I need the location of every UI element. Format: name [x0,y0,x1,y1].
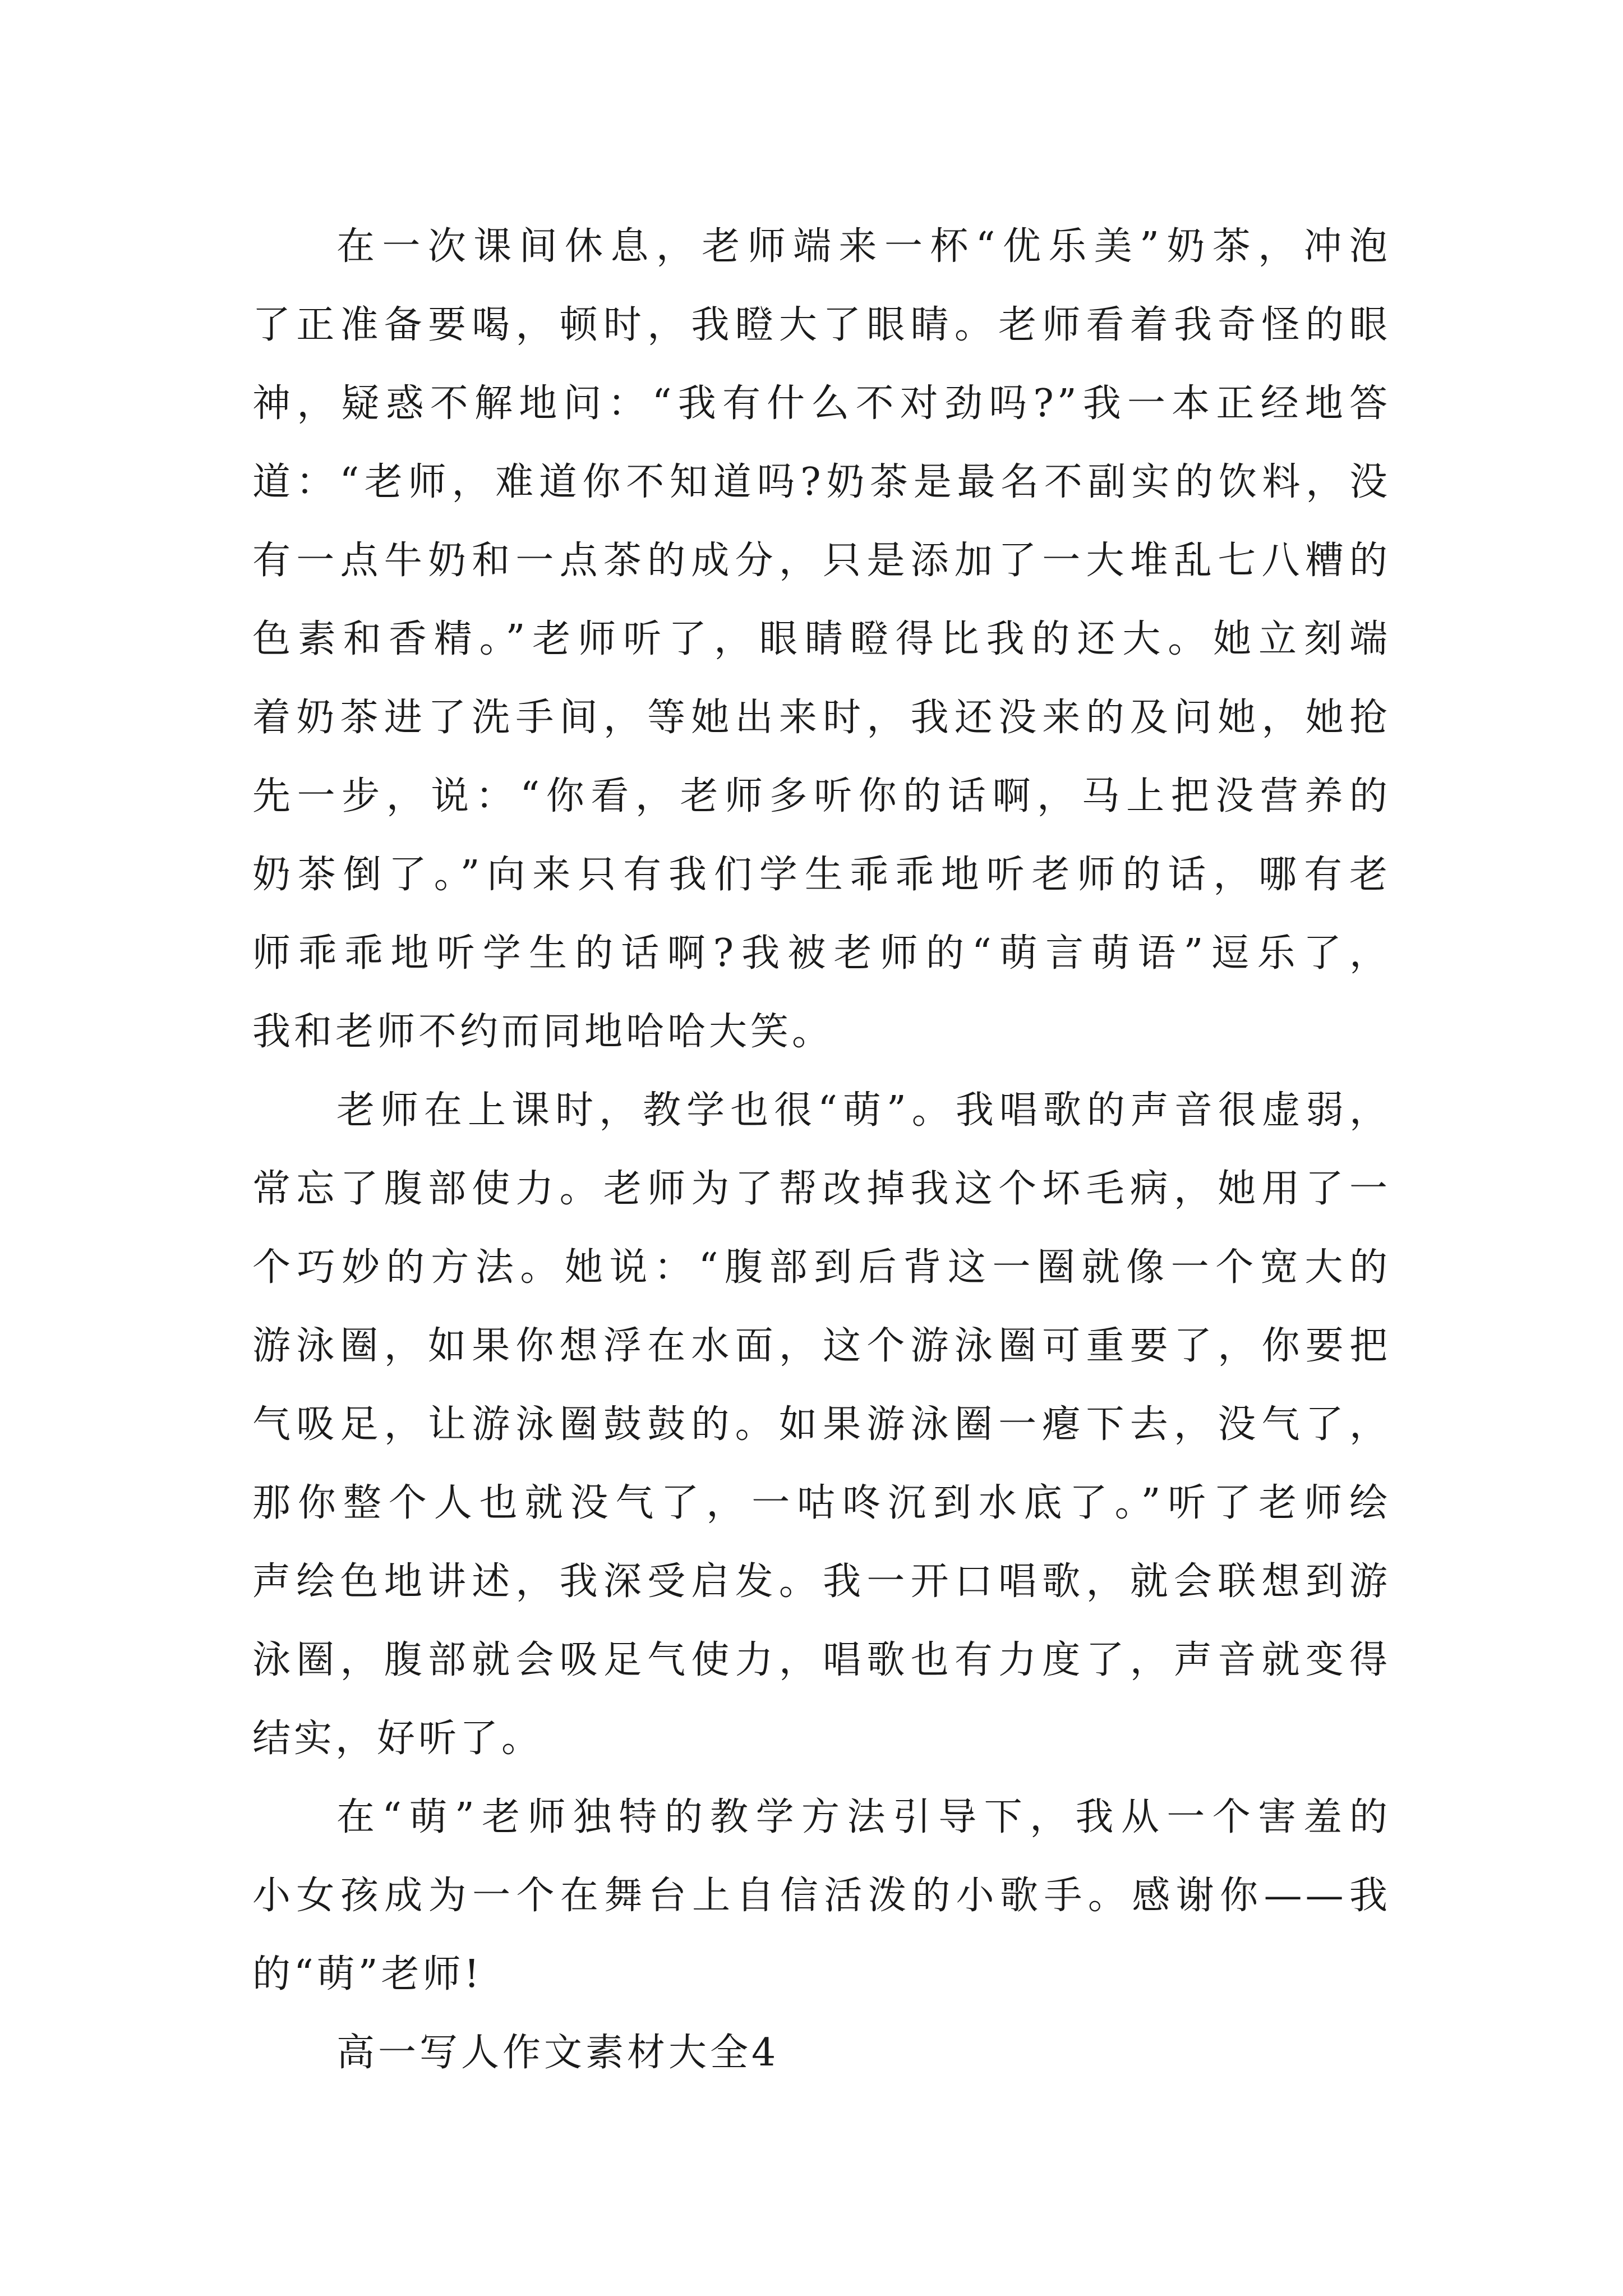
text-line: 小女孩成为一个在舞台上自信活泼的小歌手。感谢你——我 [252,1874,1391,1918]
text-line: 了正准备要喝，顿时，我瞪大了眼睛。老师看着我奇怪的眼 [252,303,1391,347]
text-line: 游泳圈，如果你想浮在水面，这个游泳圈可重要了，你要把 [252,1324,1391,1368]
text-line: 个巧妙的方法。她说：“腹部到后背这一圈就像一个宽大的 [252,1245,1391,1290]
section-heading: 高一写人作文素材大全4 [336,2031,780,2075]
text-line: 的“萌”老师! [252,1952,483,1996]
text-line: 我和老师不约而同地哈哈大笑。 [252,1010,834,1054]
text-line: 常忘了腹部使力。老师为了帮改掉我这个坏毛病，她用了一 [252,1167,1391,1211]
text-line: 奶茶倒了。”向来只有我们学生乖乖地听老师的话，哪有老 [252,853,1391,897]
text-line: 先一步，说：“你看，老师多听你的话啊，马上把没营养的 [252,774,1391,818]
text-line: 那你整个人也就没气了，一咕咚沉到水底了。”听了老师绘 [252,1481,1391,1525]
text-line: 着奶茶进了洗手间，等她出来时，我还没来的及问她，她抢 [252,696,1391,740]
text-line: 在“萌”老师独特的教学方法引导下，我从一个害羞的 [336,1795,1391,1839]
text-line: 泳圈，腹部就会吸足气使力，唱歌也有力度了，声音就变得 [252,1638,1391,1682]
text-line: 有一点牛奶和一点茶的成分，只是添加了一大堆乱七八糟的 [252,539,1391,583]
text-line: 道：“老师，难道你不知道吗?奶茶是最名不副实的饮料，没 [252,460,1391,504]
text-line: 气吸足，让游泳圈鼓鼓的。如果游泳圈一瘪下去，没气了， [252,1402,1391,1447]
text-line: 老师在上课时，教学也很“萌”。我唱歌的声音很虚弱， [336,1088,1391,1133]
text-line: 师乖乖地听学生的话啊?我被老师的“萌言萌语”逗乐了， [252,931,1391,976]
text-line: 结实，好听了。 [252,1717,543,1761]
text-line: 声绘色地讲述，我深受启发。我一开口唱歌，就会联想到游 [252,1559,1391,1604]
text-line: 在一次课间休息，老师端来一杯“优乐美”奶茶，冲泡 [336,224,1391,269]
text-line: 色素和香精。”老师听了，眼睛瞪得比我的还大。她立刻端 [252,617,1391,661]
text-line: 神，疑惑不解地问：“我有什么不对劲吗?”我一本正经地答 [252,381,1391,426]
